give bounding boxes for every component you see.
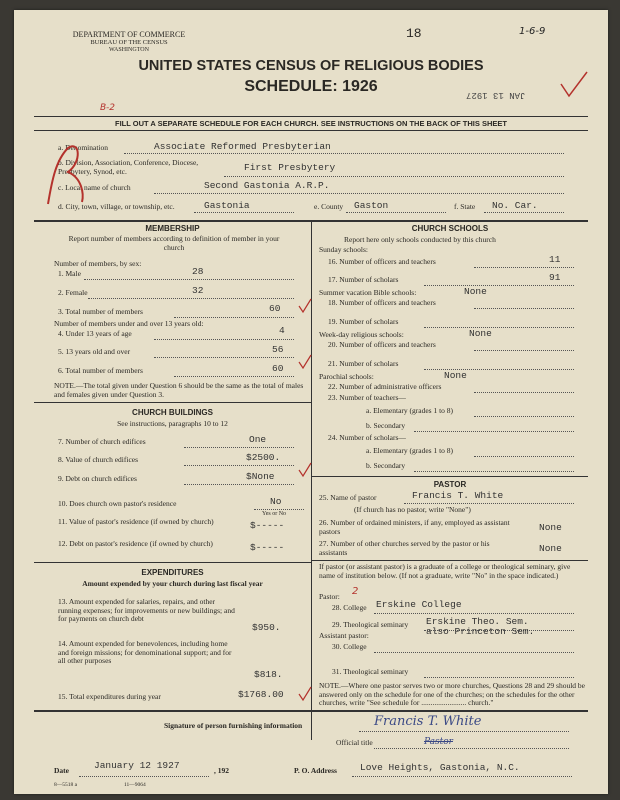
q4-line [154, 339, 294, 340]
state-value: No. Car. [492, 200, 538, 211]
q6-line [174, 376, 294, 377]
buildings-sub: See instructions, paragraphs 10 to 12 [117, 419, 228, 428]
denomination-label: a. Denomination [58, 143, 108, 152]
buildings-divider [34, 562, 311, 563]
corner-note: 1-6-9 [519, 26, 546, 37]
q23a-label: a. Elementary (grades 1 to 8) [366, 406, 454, 415]
q22-line [474, 392, 574, 393]
division-value: First Presbytery [244, 162, 336, 173]
q25-note: (If church has no pastor, write "None") [354, 505, 471, 514]
department-name: DEPARTMENT OF COMMERCE [72, 30, 186, 39]
q11-label: 11. Value of pastor's residence (if owned by church) [58, 517, 214, 526]
county-line [346, 212, 446, 213]
q13-label: 13. Amount expended for salaries, repairs, and other running expenses; for improvements or new buildings; and for payments on church debt [58, 597, 235, 624]
q17-line [424, 285, 574, 286]
q27-label: 27. Number of other churches served by the pastor or his assistants [319, 539, 490, 557]
q9-label: 9. Debt on church edifices [58, 474, 137, 483]
serial-number: 18 [406, 26, 422, 41]
po-address-value: Love Heights, Gastonia, N.C. [360, 762, 520, 773]
q5-label: 5. 13 years old and over [58, 347, 131, 356]
red-tick-icon [298, 298, 312, 316]
city-label: d. City, town, village, or township, etc. [58, 202, 175, 211]
q3-line [174, 317, 294, 318]
red-check-mark [42, 140, 90, 210]
q6-value: 60 [272, 363, 284, 374]
q13-value: $950. [252, 622, 281, 633]
weekday-value: None [469, 328, 492, 339]
received-date-stamp: JAN 13 1927 [466, 90, 526, 100]
q30-line [374, 652, 574, 653]
official-title-value: Pastor [424, 737, 453, 747]
city-value: Gastonia [204, 200, 250, 211]
q23b-line [414, 431, 574, 432]
q16-value: 11 [549, 254, 561, 265]
q29-value-a: Erskine Theo. Sem. [426, 616, 529, 627]
red-tick-icon [298, 686, 312, 704]
q19-label: 19. Number of scholars [328, 317, 399, 326]
local-name-label: c. Local name of church [58, 183, 131, 192]
q9-line [184, 484, 294, 485]
q24b-label: b. Secondary [366, 461, 406, 470]
red-tick-icon [298, 462, 312, 480]
buildings-heading: CHURCH BUILDINGS [132, 408, 213, 417]
q18-label: 18. Number of officers and teachers [328, 298, 436, 307]
q26-label: 26. Number of ordained ministers, if any, employed as assistant pastors [319, 518, 510, 536]
q14-label: 14. Amount expended for benevolences, including home and foreign missions; for denominational support; and for all other purposes [58, 639, 232, 666]
schools-heading: CHURCH SCHOOLS [411, 224, 489, 233]
q15-value: $1768.00 [238, 689, 284, 700]
q27-value: None [539, 543, 562, 554]
q17-label: 17. Number of scholars [328, 275, 399, 284]
weekday-label: Week-day religious schools: [319, 330, 404, 339]
po-address-line [352, 776, 572, 777]
q11-value: $----- [250, 520, 285, 531]
q8-label: 8. Value of church edifices [58, 455, 139, 464]
summer-value: None [464, 286, 487, 297]
membership-note: NOTE.—The total given under Question 6 should be the same as the total of males and females given under Question 3. [54, 381, 304, 399]
q17-value: 91 [549, 272, 561, 283]
q7-line [184, 447, 294, 448]
q1-label: 1. Male [58, 269, 81, 278]
denomination-line [124, 153, 564, 154]
expenditures-sub: Amount expended by your church during last fiscal year [82, 579, 263, 588]
q28-value: Erskine College [376, 599, 462, 610]
q5-value: 56 [272, 344, 284, 355]
q29-value-b: also Princeton Sem. [426, 626, 535, 637]
q25-line [404, 503, 574, 504]
q25-value: Francis T. White [412, 490, 504, 501]
local-name-line [154, 193, 564, 194]
graduate-note: If pastor (or assistant pastor) is a graduate of a college or theological seminary, give name of institution below. (If not a graduate, write "No" in the space indicated.) [319, 562, 571, 580]
q2-line [88, 298, 294, 299]
q10-label: 10. Does church own pastor's residence [58, 499, 177, 508]
state-label: f. State [454, 202, 476, 211]
assistant-label: Assistant pastor: [319, 631, 369, 640]
city-line [194, 212, 294, 213]
q31-line [424, 677, 574, 678]
q6-label: 6. Total number of members [58, 366, 143, 375]
form-number: 8—5518 a [54, 782, 78, 788]
official-title-line [374, 748, 569, 749]
q9-value: $None [246, 471, 275, 482]
red-tick-icon [298, 354, 312, 372]
q22-label: 22. Number of administrative officers [328, 382, 442, 391]
q5-line [154, 357, 294, 358]
q2-label: 2. Female [58, 288, 88, 297]
q16-label: 16. Number of officers and teachers [328, 257, 436, 266]
q14-value: $818. [254, 669, 283, 680]
q1-line [84, 279, 294, 280]
q3-value: 60 [269, 303, 281, 314]
q7-value: One [249, 434, 267, 445]
q1-value: 28 [192, 266, 204, 277]
official-title-label: Official title [336, 738, 373, 747]
q30-label: 30. College [332, 642, 367, 651]
q26-value: None [539, 522, 562, 533]
q8-value: $2500. [246, 452, 281, 463]
q8-line [184, 465, 294, 466]
q10-line [254, 509, 304, 510]
red-tick-icon [559, 70, 589, 100]
q23b-label: b. Secondary [366, 421, 406, 430]
local-name-value: Second Gastonia A.R.P. [204, 180, 330, 191]
state-line [484, 212, 564, 213]
division-label: b. Division, Association, Conference, Diocese, Presbytery, Synod, etc. [58, 158, 199, 176]
q21-label: 21. Number of scholars [328, 359, 399, 368]
parochial-value: None [444, 370, 467, 381]
q3-label: 3. Total number of members [58, 307, 143, 316]
by-sex-label: Number of members, by sex: [54, 259, 142, 268]
county-label: e. County [314, 202, 344, 211]
section-divider-bottom [34, 710, 588, 712]
pastor-note: NOTE.—Where one pastor serves two or more churches, Questions 28 and 29 should be answered only on the schedule for one of the churches; on the schedules for the other churches, write "See schedule for ........................ church." [319, 681, 585, 708]
q19-line [424, 327, 574, 328]
denomination-value: Associate Reformed Presbyterian [154, 141, 331, 152]
q2-value: 32 [192, 285, 204, 296]
q23-label: 23. Number of teachers— [328, 393, 406, 402]
q4-value: 4 [279, 325, 285, 336]
pastor-heading: PASTOR [433, 480, 467, 489]
year-suffix: , 192 [214, 766, 229, 775]
q7-label: 7. Number of church edifices [58, 437, 146, 446]
q31-label: 31. Theological seminary [332, 667, 409, 676]
q15-label: 15. Total expenditures during year [58, 692, 161, 701]
q28-line [374, 613, 574, 614]
signature-value: Francis T. White [374, 714, 482, 729]
county-value: Gaston [354, 200, 389, 211]
q4-label: 4. Under 13 years of age [58, 329, 132, 338]
q29-label: 29. Theological seminary [332, 620, 409, 629]
form-title: UNITED STATES CENSUS OF RELIGIOUS BODIES [138, 58, 484, 74]
date-label: Date [54, 766, 69, 775]
parochial-label: Parochial schools: [319, 372, 374, 381]
q25-label: 25. Name of pastor [319, 493, 377, 502]
q18-line [474, 308, 574, 309]
q24-label: 24. Number of scholars— [328, 433, 406, 442]
signature-label: Signature of person furnishing information [164, 721, 303, 730]
date-line [79, 776, 209, 777]
schools-intro: Report here only schools conducted by this church [344, 235, 496, 244]
pastor-sub-label: Pastor: [319, 592, 340, 601]
q24a-line [474, 456, 574, 457]
schools-divider [312, 476, 588, 477]
division-line [224, 176, 564, 177]
print-number: 11—9064 [124, 782, 146, 788]
po-address-label: P. O. Address [294, 766, 337, 775]
bureau-name: BUREAU OF THE CENSUS [90, 39, 168, 47]
q12-label: 12. Debt on pastor's residence (if owned by church) [58, 539, 213, 548]
q10-value: No [270, 496, 282, 507]
signature-line [359, 731, 569, 732]
separate-schedule-instruction: FILL OUT A SEPARATE SCHEDULE FOR EACH CHURCH. SEE INSTRUCTIONS ON THE BACK OF THIS SHEET [34, 116, 588, 131]
q28-label: 28. College [332, 603, 367, 612]
date-value: January 12 1927 [94, 760, 180, 771]
bureau-city: WASHINGTON [109, 46, 149, 53]
schedule-title: SCHEDULE: 1926 [244, 78, 378, 95]
sunday-label: Sunday schools: [319, 245, 368, 254]
membership-intro: Report number of members according to definition of member in your church [68, 234, 280, 252]
q16-line [474, 267, 574, 268]
q12-value: $----- [250, 542, 285, 553]
yes-no-hint: Yes or No [262, 511, 287, 517]
department-block [54, 30, 204, 54]
expenditures-heading: EXPENDITURES [141, 568, 204, 577]
by-age-label: Number of members under and over 13 years old: [54, 319, 204, 328]
q23a-line [474, 416, 574, 417]
code-mark: B-2 [100, 103, 115, 113]
q20-label: 20. Number of officers and teachers [328, 340, 436, 349]
q20-line [474, 350, 574, 351]
pastor-mark: 2 [352, 586, 359, 597]
pastor-divider [312, 560, 588, 561]
census-schedule-page [14, 10, 608, 794]
q24b-line [414, 471, 574, 472]
membership-divider [34, 402, 311, 403]
membership-heading: MEMBERSHIP [145, 224, 200, 233]
q24a-label: a. Elementary (grades 1 to 8) [366, 446, 454, 455]
summer-label: Summer vacation Bible schools: [319, 288, 417, 297]
